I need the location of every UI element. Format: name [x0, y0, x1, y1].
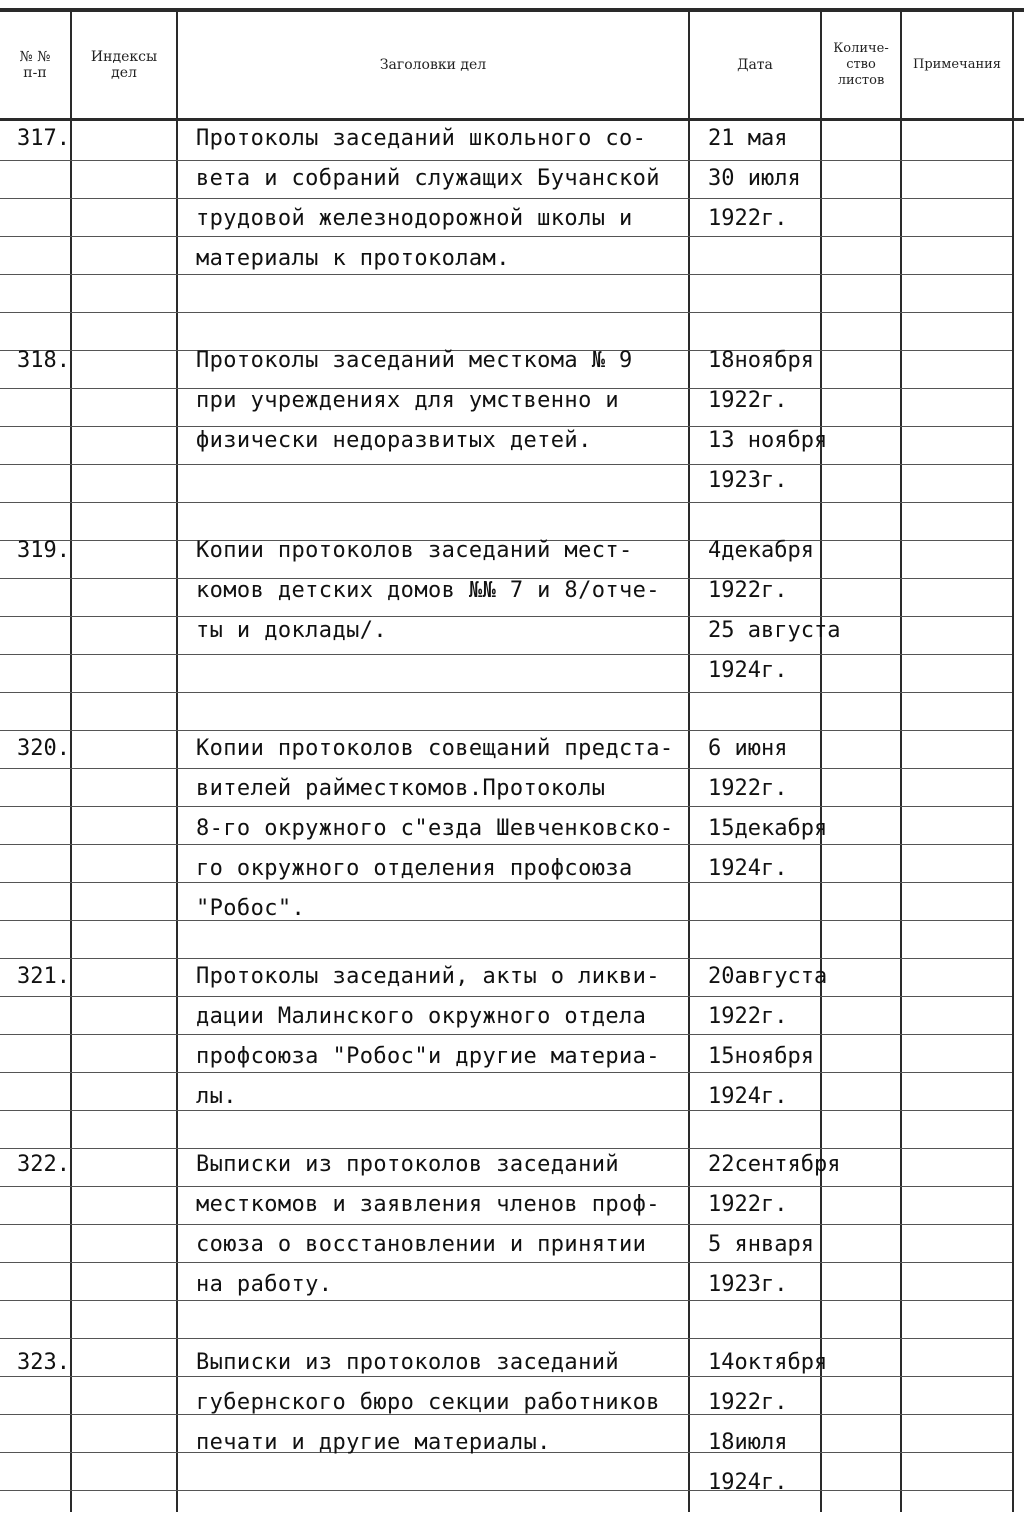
header-border — [0, 118, 1024, 121]
record-date-line: 1922г. — [708, 1004, 788, 1029]
record-title-line: комов детских домов №№ 7 и 8/отче- — [196, 578, 660, 603]
record-date-line: 1923г. — [708, 1272, 788, 1297]
record-title-line: при учреждениях для умственно и — [196, 388, 619, 413]
ruled-line — [0, 502, 1012, 503]
record-date-line: 5 января — [708, 1232, 814, 1257]
record-date-line: 1924г. — [708, 856, 788, 881]
record-title-line: Протоколы заседаний месткома № 9 — [196, 348, 633, 373]
record-title-line: печати и другие материалы. — [196, 1430, 551, 1455]
ruled-line — [0, 1376, 1012, 1377]
record-number: 318. — [17, 348, 70, 373]
ruled-line — [0, 996, 1012, 997]
record-date-line: 14октября — [708, 1350, 828, 1375]
record-title-line: го окружного отделения профсоюза — [196, 856, 633, 881]
record-number: 322. — [17, 1152, 70, 1177]
header-notes: Примечания — [912, 57, 1001, 72]
record-date-line: 6 июня — [708, 736, 788, 761]
ruled-line — [0, 806, 1012, 807]
record-date-line: 15ноября — [708, 1044, 814, 1069]
ruled-line — [0, 1148, 1012, 1149]
record-title-line: материалы к протоколам. — [196, 246, 510, 271]
record-date-line: 18июля — [708, 1430, 788, 1455]
ruled-line — [0, 198, 1012, 199]
ruled-line — [0, 958, 1012, 959]
record-date-line: 1924г. — [708, 1470, 788, 1495]
ruled-line — [0, 616, 1012, 617]
ruled-line — [0, 274, 1012, 275]
record-title-line: губернского бюро секции работников — [196, 1390, 660, 1415]
ruled-line — [0, 312, 1012, 313]
record-date-line: 1922г. — [708, 1390, 788, 1415]
record-date-line: 13 ноября — [708, 428, 828, 453]
record-number: 323. — [17, 1350, 70, 1375]
record-title-line: месткомов и заявления членов проф- — [196, 1192, 660, 1217]
ruled-line — [0, 1300, 1012, 1301]
ruled-line — [0, 920, 1012, 921]
header-index: Индексы дел — [90, 49, 158, 81]
record-date-line: 1922г. — [708, 1192, 788, 1217]
record-date-line: 18ноября — [708, 348, 814, 373]
record-title-line: Выписки из протоколов заседаний — [196, 1350, 619, 1375]
ruled-line — [0, 882, 1012, 883]
record-title-line: трудовой железнодорожной школы и — [196, 206, 633, 231]
record-title-line: на работу. — [196, 1272, 333, 1297]
header-title: Заголовки дел — [379, 57, 487, 73]
record-title-line: Копии протоколов заседаний мест- — [196, 538, 633, 563]
record-date-line: 21 мая — [708, 126, 788, 151]
record-title-line: ты и доклады/. — [196, 618, 388, 643]
record-number: 317. — [17, 126, 70, 151]
record-number: 319. — [17, 538, 70, 563]
record-date-line: 1922г. — [708, 578, 788, 603]
record-title-line: вета и собраний служащих Бучанской — [196, 166, 660, 191]
record-title-line: Протоколы заседаний, акты о ликви- — [196, 964, 660, 989]
header-num: № № п-п — [19, 49, 51, 81]
record-title-line: Выписки из протоколов заседаний — [196, 1152, 619, 1177]
record-title-line: лы. — [196, 1084, 237, 1109]
ruled-line — [0, 844, 1012, 845]
record-date-line: 30 июля — [708, 166, 801, 191]
ruled-line — [0, 1034, 1012, 1035]
column-divider — [1012, 12, 1014, 1512]
record-date-line: 20августа — [708, 964, 828, 989]
column-divider — [70, 12, 72, 1512]
record-date-line: 25 августа — [708, 618, 841, 643]
ruled-line — [0, 1262, 1012, 1263]
record-date-line: 1922г. — [708, 388, 788, 413]
record-date-line: 1923г. — [708, 468, 788, 493]
ruled-line — [0, 654, 1012, 655]
record-title-line: дации Малинского окружного отдела — [196, 1004, 647, 1029]
record-title-line: союза о восстановлении и принятии — [196, 1232, 647, 1257]
header-date: Дата — [737, 57, 773, 73]
record-number: 320. — [17, 736, 70, 761]
record-date-line: 1924г. — [708, 1084, 788, 1109]
ruled-line — [0, 1186, 1012, 1187]
ruled-line — [0, 692, 1012, 693]
record-title-line: "Робос". — [196, 896, 306, 921]
ruled-line — [0, 1072, 1012, 1073]
ruled-line — [0, 236, 1012, 237]
column-divider — [900, 12, 902, 1512]
record-date-line: 1922г. — [708, 206, 788, 231]
ruled-line — [0, 426, 1012, 427]
record-date-line: 22сентября — [708, 1152, 841, 1177]
record-date-line: 15декабря — [708, 816, 828, 841]
ruled-line — [0, 1490, 1012, 1491]
ruled-line — [0, 160, 1012, 161]
header-sheets: Количе- ство листов — [833, 41, 889, 88]
record-title-line: Копии протоколов совещаний предста- — [196, 736, 674, 761]
column-divider — [688, 12, 690, 1512]
ruled-line — [0, 730, 1012, 731]
ruled-line — [0, 464, 1012, 465]
ruled-line — [0, 1338, 1012, 1339]
ruled-line — [0, 1110, 1012, 1111]
record-title-line: 8-го окружного с"езда Шевченковско- — [196, 816, 674, 841]
ruled-line — [0, 768, 1012, 769]
record-date-line: 1924г. — [708, 658, 788, 683]
column-divider — [820, 12, 822, 1512]
ruled-line — [0, 1224, 1012, 1225]
record-title-line: профсоюза "Робос"и другие материа- — [196, 1044, 660, 1069]
record-date-line: 4декабря — [708, 538, 814, 563]
record-title-line: физически недоразвитых детей. — [196, 428, 592, 453]
column-divider — [176, 12, 178, 1512]
record-number: 321. — [17, 964, 70, 989]
record-title-line: Протоколы заседаний школьного со- — [196, 126, 647, 151]
record-date-line: 1922г. — [708, 776, 788, 801]
record-title-line: вителей райместкомов.Протоколы — [196, 776, 606, 801]
